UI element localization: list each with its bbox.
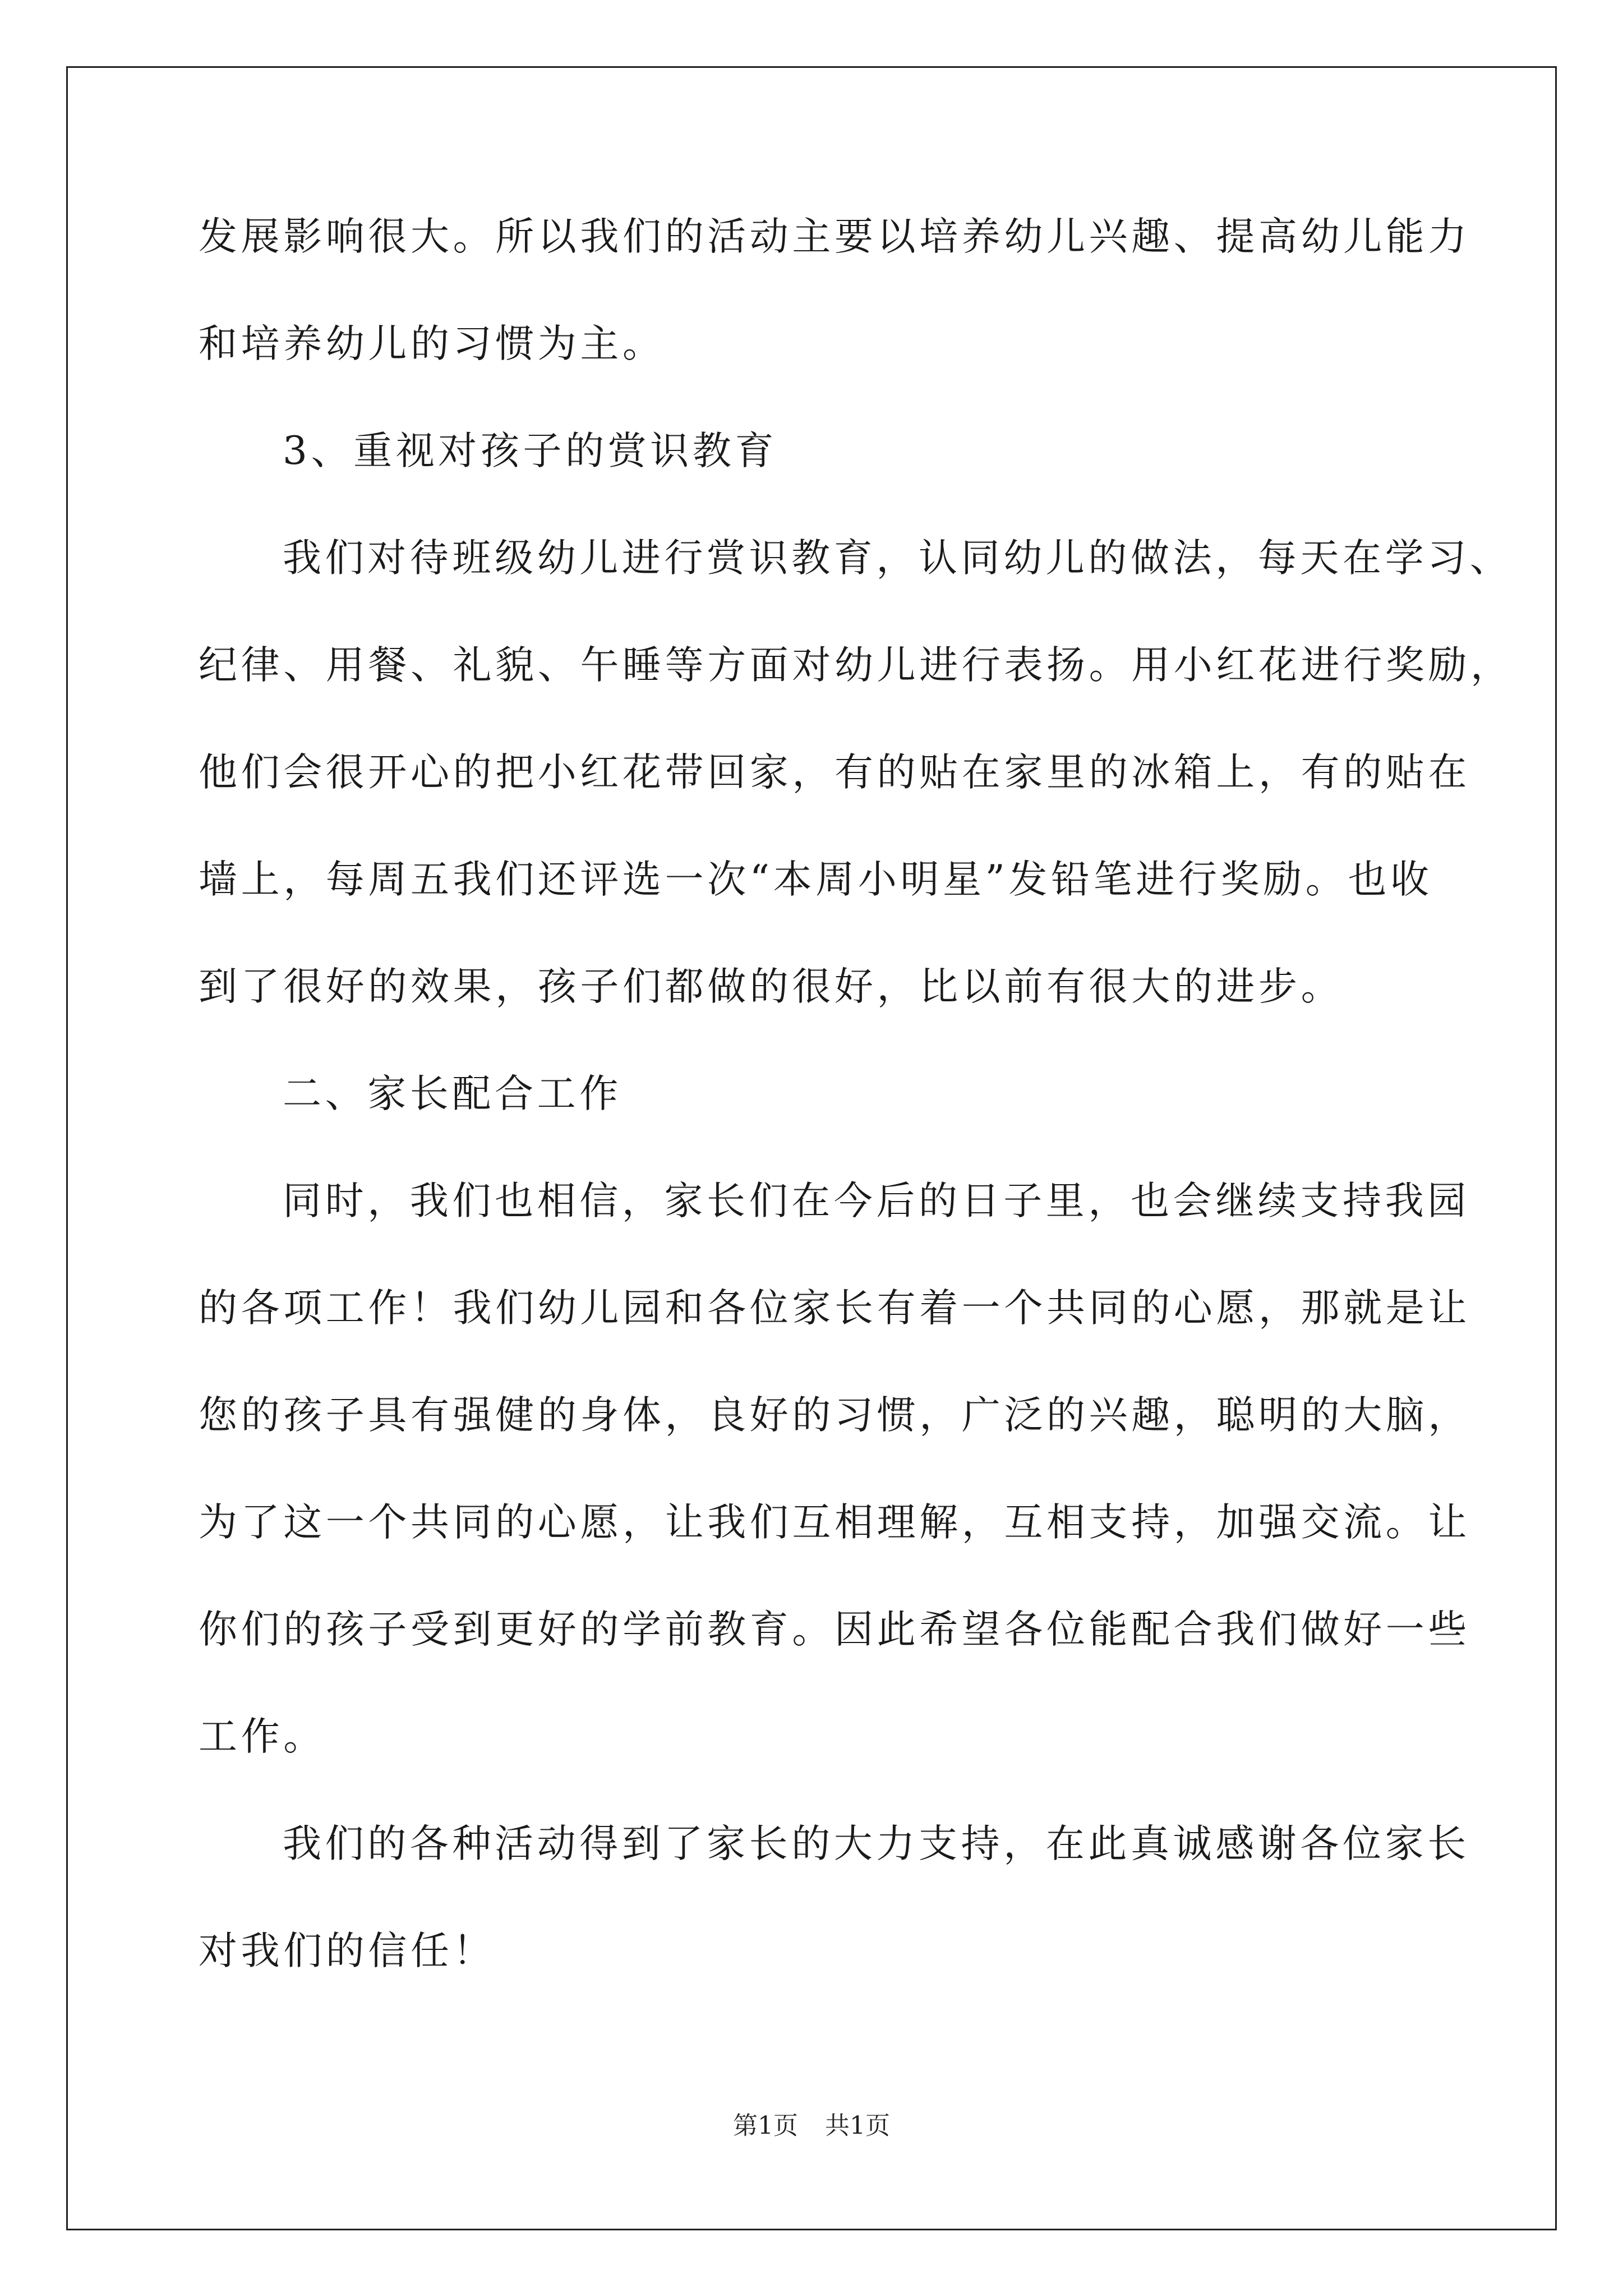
text-line: 对我们的信任！ (199, 1929, 496, 1973)
page-footer (0, 2112, 1623, 2140)
text-line: 同时，我们也相信，家长们在今后的日子里，也会继续支持我园 (283, 1179, 1470, 1223)
page-number-total: 共1页 (825, 2111, 890, 2140)
document-body (199, 214, 1513, 2037)
text-line: 和培养幼儿的习惯为主。 (199, 321, 665, 366)
text-line: 的各项工作！我们幼儿园和各位家长有着一个共同的心愿，那就是让 (199, 1286, 1470, 1331)
text-line: 您的孩子具有强健的身体，良好的习惯，广泛的兴趣，聪明的大脑， (199, 1393, 1470, 1438)
text-line: 到了很好的效果，孩子们都做的很好，比以前有很大的进步。 (199, 964, 1344, 1009)
text-line: 为了这一个共同的心愿，让我们互相理解，互相支持，加强交流。让 (199, 1500, 1470, 1545)
text-line: 纪律、用餐、礼貌、午睡等方面对幼儿进行表扬。用小红花进行奖励， (199, 643, 1513, 688)
text-line: 发展影响很大。所以我们的活动主要以培养幼儿兴趣、提高幼儿能力 (199, 214, 1470, 259)
page-number-current: 第1页 (733, 2111, 798, 2140)
text-line: 你们的孩子受到更好的学前教育。因此希望各位能配合我们做好一些 (199, 1607, 1470, 1652)
text-line: 我们对待班级幼儿进行赏识教育，认同幼儿的做法，每天在学习、 (283, 536, 1513, 581)
text-line: 墙上，每周五我们还评选一次“本周小明星”发铅笔进行奖励。也收 (199, 857, 1433, 902)
text-line: 我们的各种活动得到了家长的大力支持，在此真诚感谢各位家长 (283, 1821, 1470, 1866)
section-heading: 3、重视对孩子的赏识教育 (283, 429, 778, 473)
text-line: 他们会很开心的把小红花带回家，有的贴在家里的冰箱上，有的贴在 (199, 750, 1470, 795)
section-heading: 二、家长配合工作 (283, 1071, 622, 1116)
text-line: 工作。 (199, 1714, 326, 1759)
